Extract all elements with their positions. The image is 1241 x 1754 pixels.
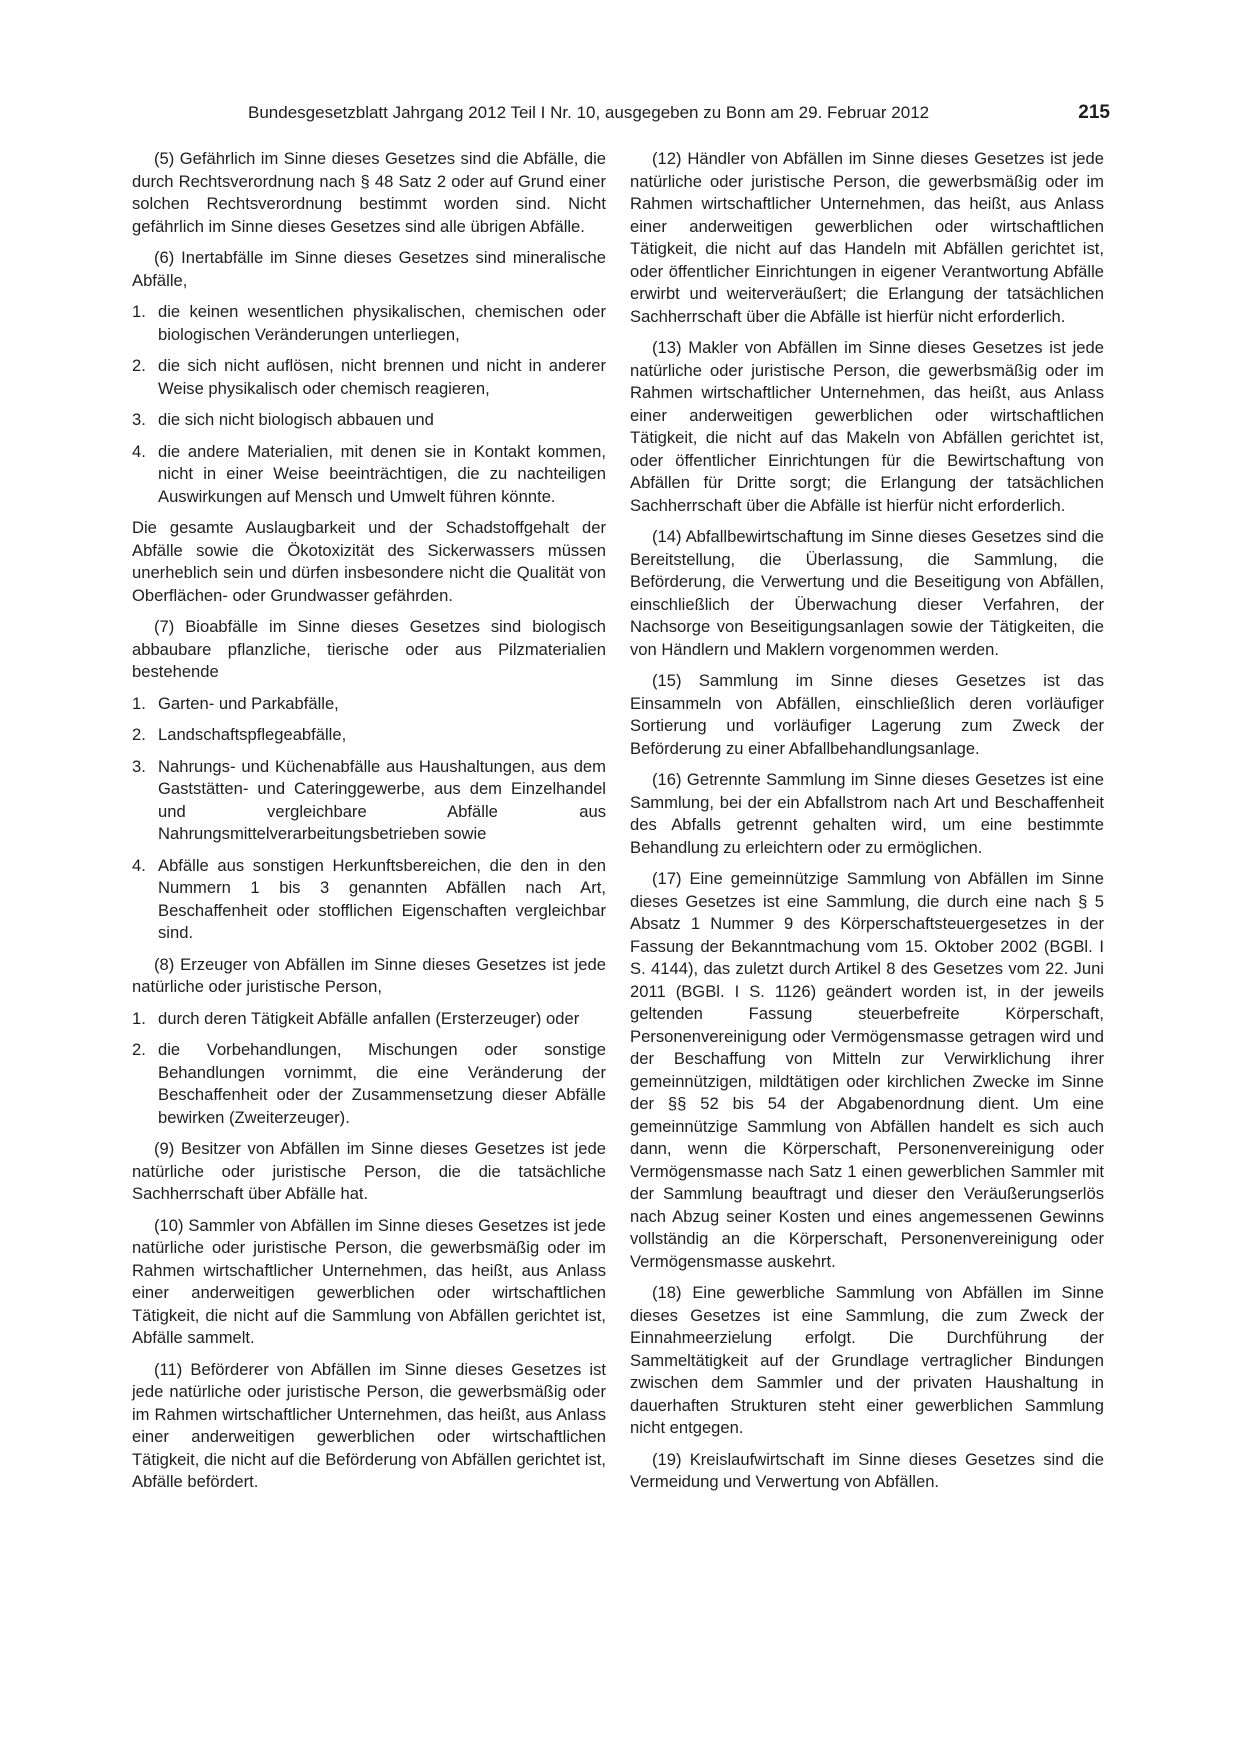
paragraph-14: (14) Abfallbewirtschaftung im Sinne dieses Gesetzes sind die Bereitstellung, die Überlassung, die Sammlung, die Beförderung, die Verwertung und die Beseitigung von Abfällen, einschließlich der Überwachung dieser Verfahren, der Nachsorge von Beseitigungsanlagen sowie der Tätigkeiten, die von Händlern und Maklern vorgenommen werden. [630,527,1104,659]
list-item [132,409,606,432]
list-item-number: 4. [132,855,146,875]
list-item-number: 2. [132,1040,146,1059]
paragraph-7-list [132,693,606,945]
list-item-number: 1. [132,302,146,321]
paragraph-12: (12) Händler von Abfällen im Sinne dieses Gesetzes ist jede natürliche oder juristische Person, die gewerbsmäßig oder im Rahmen wirtschaftlicher Unternehmen, das heißt, aus Anlass einer anderweitigen gewerblichen oder wirtschaftlichen Tätigkeit, die nicht auf das Handeln mit Abfällen gerichtet ist, oder öffentlicher Einrichtungen in eigener Verantwortung Abfälle erwirbt und weiterveräußert; die Erlangung der tatsächlichen Sachherrschaft über die Abfälle ist hierfür nicht erforderlich. [630,149,1104,326]
left-column [132,148,606,1503]
list-item [132,301,606,346]
list-item-number: 1. [132,693,146,713]
list-item-number: 2. [132,356,146,375]
list-item-number: 2. [132,725,146,744]
paragraph-17: (17) Eine gemeinnützige Sammlung von Abfällen im Sinne dieses Gesetzes ist eine Sammlung, die durch eine nach § 5 Absatz 1 Nummer 9 des Körperschaftsteuergesetzes in der Fassung der Bekanntmachung vom 15. Oktober 2002 (BGBl. I S. 4144), das zuletzt durch Artikel 8 des Gesetzes vom 22. Juni 2011 (BGBl. I S. 1126) geändert worden ist, in der jeweils geltenden Fassung steuerbefreite Körperschaft, Personenvereinigung oder Vermögensmasse getragen wird und der Beschaffung von Mitteln zur Verwirklichung ihrer gemeinnützigen, mildtätigen oder kirchlichen Zwecke im Sinne der §§ 52 bis 54 der Abgabenordnung dient. Um eine gemeinnützige Sammlung von Abfällen handelt es sich auch dann, wenn die Körperschaft, Personenvereinigung oder Vermögensmasse nach Satz 1 einen gewerblichen Sammler mit der Sammlung beauftragt und dieser den Veräußerungserlös nach Abzug seiner Kosten und eines angemessenen Gewinns vollständig an die Körperschaft, Personenvereinigung oder Vermögensmasse auskehrt. [630,869,1104,1271]
list-item-text: Abfälle aus sonstigen Herkunftsbereichen, die den in den Nummern 1 bis 3 genannten Abfällen nach Art, Beschaffenheit oder stofflichen Eigenschaften vergleichbar sind. [158,855,606,942]
page-number: 215 [1078,102,1110,123]
list-item [132,855,606,945]
list-item-text: die Vorbehandlungen, Mischungen oder sonstige Behandlungen vornimmt, die eine Veränderung der Beschaffenheit oder der Zusammensetzung dieser Abfälle bewirken (Zweiterzeuger). [158,1040,606,1127]
right-column [630,148,1104,1503]
paragraph-9: (9) Besitzer von Abfällen im Sinne dieses Gesetzes ist jede natürliche oder juristische Person, die die tatsächliche Sachherrschaft über Abfälle hat. [132,1139,606,1203]
paragraph-6-intro: (6) Inertabfälle im Sinne dieses Gesetzes sind mineralische Abfälle, [132,248,606,290]
list-item-number: 1. [132,1008,146,1028]
list-item-text: Garten- und Parkabfälle, [158,693,339,713]
paragraph-8-list [132,1008,606,1130]
list-item-text: die keinen wesentlichen physikalischen, chemischen oder biologischen Veränderungen unterliegen, [158,302,606,344]
paragraph-7-intro: (7) Bioabfälle im Sinne dieses Gesetzes sind biologisch abbaubare pflanzliche, tierische oder aus Pilzmaterialien bestehende [132,617,606,681]
list-item-text: die sich nicht auflösen, nicht brennen und nicht in anderer Weise physikalisch oder chemisch reagieren, [158,356,606,398]
paragraph-16: (16) Getrennte Sammlung im Sinne dieses Gesetzes ist eine Sammlung, bei der ein Abfallstrom nach Art und Beschaffenheit des Abfalls getrennt gehalten wird, um eine bestimmte Behandlung zu erleichtern oder zu ermöglichen. [630,770,1104,857]
list-item-text: durch deren Tätigkeit Abfälle anfallen (Ersterzeuger) oder [158,1008,580,1028]
list-item-text: die sich nicht biologisch abbauen und [158,410,434,429]
paragraph-6-list [132,301,606,508]
paragraph-18: (18) Eine gewerbliche Sammlung von Abfällen im Sinne dieses Gesetzes ist eine Sammlung, die zum Zweck der Einnahmeerzielung erfolgt. Die Durchführung der Sammeltätigkeit auf der Grundlage vertraglicher Bindungen zwischen dem Sammler und der privaten Haushaltung in dauerhaften Strukturen steht einer gewerblichen Sammlung nicht entgegen. [630,1283,1104,1437]
paragraph-5: (5) Gefährlich im Sinne dieses Gesetzes sind die Abfälle, die durch Rechtsverordnung nach § 48 Satz 2 oder auf Grund einer solchen Rechtsverordnung bestimmt worden sind. Nicht gefährlich im Sinne dieses Gesetzes sind alle übrigen Abfälle. [132,149,606,236]
paragraph-10: (10) Sammler von Abfällen im Sinne dieses Gesetzes ist jede natürliche oder juristische Person, die gewerbsmäßig oder im Rahmen wirtschaftlicher Unternehmen, das heißt, aus Anlass einer anderweitigen gewerblichen oder wirtschaftlichen Tätigkeit, die nicht auf die Sammlung von Abfällen gerichtet ist, Abfälle sammelt. [132,1215,606,1347]
list-item [132,1039,606,1129]
list-item [132,441,606,509]
header-title: Bundesgesetzblatt Jahrgang 2012 Teil I Nr. 10, ausgegeben zu Bonn am 29. Februar 2012 [248,103,930,122]
paragraph-13: (13) Makler von Abfällen im Sinne dieses Gesetzes ist jede natürliche oder juristische Person, die gewerbsmäßig oder im Rahmen wirtschaftlicher Unternehmen, das heißt, aus Anlass einer anderweitigen gewerblichen oder wirtschaftlichen Tätigkeit, die nicht auf das Makeln von Abfällen gerichtet ist, oder öffentlicher Einrichtungen für die Bewirtschaftung von Abfällen für Dritte sorgt; die Erlangung der tatsächlichen Sachherrschaft über die Abfälle ist hierfür nicht erforderlich. [630,338,1104,515]
paragraph-11: (11) Beförderer von Abfällen im Sinne dieses Gesetzes ist jede natürliche oder juristische Person, die gewerbsmäßig oder im Rahmen wirtschaftlicher Unternehmen, das heißt, aus Anlass einer anderweitigen gewerblichen oder wirtschaftlichen Tätigkeit, die nicht auf die Beförderung von Abfällen gerichtet ist, Abfälle befördert. [132,1359,606,1491]
list-item [132,355,606,400]
list-item-text: die andere Materialien, mit denen sie in Kontakt kommen, nicht in einer Weise beeinträchtigen, die zu nachteiligen Auswirkungen auf Mensch und Umwelt führen könnte. [158,441,606,506]
list-item [132,756,606,846]
list-item-number: 3. [132,410,146,429]
paragraph-6-outro: Die gesamte Auslaugbarkeit und der Schadstoffgehalt der Abfälle sowie die Ökotoxizität des Sickerwassers müssen unerheblich sein und dürfen insbesondere nicht die Qualität von Oberflächen- oder Grundwasser gefährden. [132,518,606,605]
paragraph-19: (19) Kreislaufwirtschaft im Sinne dieses Gesetzes sind die Vermeidung und Verwertung von Abfällen. [630,1449,1104,1491]
list-item-text: Landschaftspflegeabfälle, [158,725,347,744]
page-header [132,100,1110,126]
list-item [132,1008,606,1031]
paragraph-8-intro: (8) Erzeuger von Abfällen im Sinne dieses Gesetzes ist jede natürliche oder juristische Person, [132,954,606,996]
list-item-text: Nahrungs- und Küchenabfälle aus Haushaltungen, aus dem Gaststätten- und Cateringgewerbe, aus dem Einzelhandel und vergleichbare Abfälle aus Nahrungsmittelverarbeitungsbetrieben sowie [158,756,606,843]
paragraph-15: (15) Sammlung im Sinne dieses Gesetzes ist das Einsammeln von Abfällen, einschließlich deren vorläufiger Sortierung und vorläufiger Lagerung zum Zweck der Beförderung zu einer Abfallbehandlungsanlage. [630,671,1104,758]
list-item-number: 4. [132,441,146,461]
list-item [132,724,606,747]
list-item [132,693,606,716]
list-item-number: 3. [132,756,146,776]
